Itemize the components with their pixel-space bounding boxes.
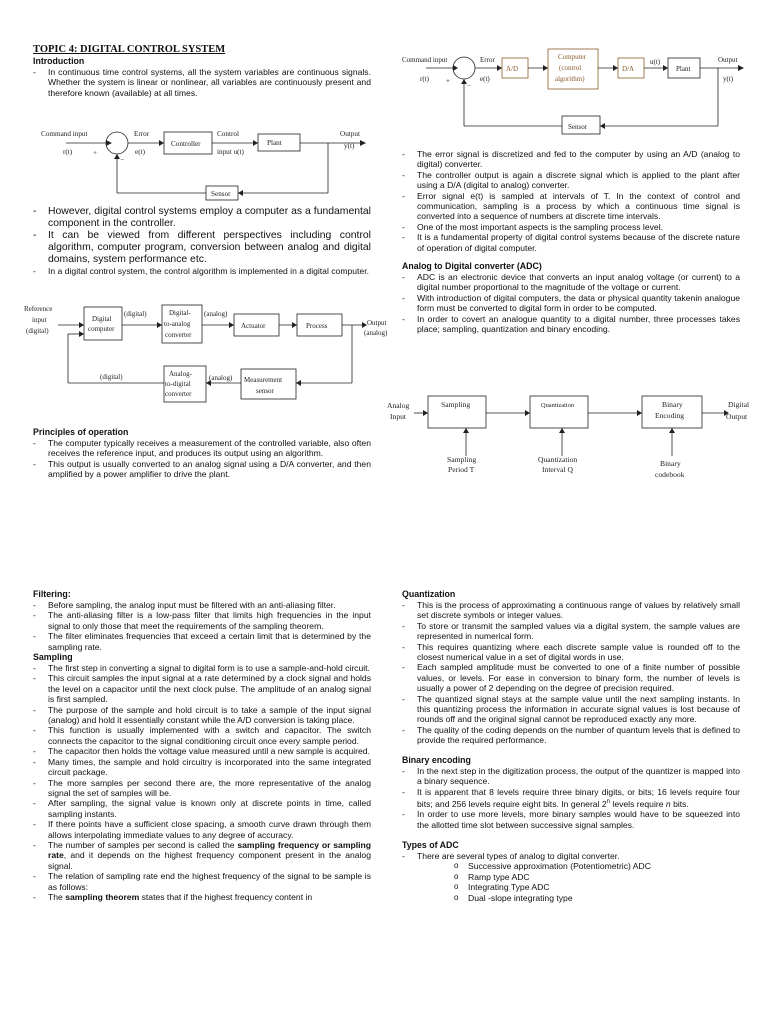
list-item: - In continuous time control systems, all the system variables are continuous signals. Whether the system is linear or nonlinear, all variables are continuously present and therefore known (available) at all times. — [33, 67, 371, 98]
process-box-label: Process — [306, 322, 328, 330]
text-run: , and it depends on the highest frequency component present in the analog signal. — [48, 850, 371, 871]
intro-list — [33, 67, 371, 98]
label: Output — [718, 56, 738, 64]
label: Digital — [728, 400, 750, 409]
label: codebook — [655, 470, 685, 479]
bold-term: sampling theorem — [65, 891, 140, 902]
computer-control-diagram — [398, 46, 748, 142]
label: Analog- — [169, 370, 192, 378]
label: (digital) — [100, 373, 123, 381]
ad-box-label: A/D — [506, 65, 519, 73]
types-intro-list — [402, 851, 740, 861]
label: Interval Q — [542, 465, 573, 474]
binary-encoding-heading: Binary encoding — [402, 754, 471, 765]
list-item: - The capacitor then holds the voltage value measured until a new sample is acquired. — [33, 746, 371, 756]
sampling-list — [33, 663, 371, 902]
label: − — [120, 156, 125, 164]
label: (control — [559, 64, 582, 72]
list-item: - However, digital control systems employ a computer as a fundamental component in the controller. — [33, 206, 371, 230]
plant-box-label: Plant — [676, 65, 691, 73]
filtering-list — [33, 600, 371, 652]
label: u(t) — [650, 58, 661, 66]
label: sensor — [256, 387, 274, 395]
list-item: - The controller output is again a discrete signal which is applied to the plant after using a D/A (digital to analog) converter. — [402, 170, 740, 191]
right-top-section — [402, 149, 740, 335]
list-item: - This circuit samples the input signal at a rate determined by a clock signal and holds the level on a capacitor until the next clock pulse. The amplitude of an analog signal is first sampled. — [33, 673, 371, 704]
quantization-heading: Quantization — [402, 589, 456, 599]
sensor-box-label: Sensor — [568, 123, 588, 131]
principles-heading: Principles of operation — [33, 427, 129, 437]
label: Output — [726, 412, 748, 421]
adc-types-list — [402, 861, 740, 903]
list-item: - In order to covert an analogue quantity to a digital number, three processes takes place; sampling, quantization and binary encoding. — [402, 314, 740, 335]
label: algorithm) — [555, 75, 585, 83]
types-heading: Types of ADC — [402, 839, 459, 850]
list-item: - The more samples per second there are, the more representative of the analog signal the set of samples will be. — [33, 778, 371, 799]
adc-heading: Analog to Digital converter (ADC) — [402, 261, 542, 272]
left-mid-section — [33, 206, 371, 276]
label: to-digital — [165, 380, 191, 388]
continuous-control-diagram — [38, 126, 368, 206]
list-item: o Successive approximation (Potentiometric) ADC — [454, 861, 740, 871]
italic-term: n — [665, 798, 671, 809]
label: Control — [217, 130, 239, 138]
list-item: - Before sampling, the analog input must be filtered with an anti-aliasing filter. — [33, 600, 371, 610]
list-item: - After sampling, the signal value is known only at discrete points in time, called sampling instants. — [33, 798, 371, 819]
list-item — [33, 840, 371, 871]
label: Quantization — [538, 455, 578, 464]
label: Binary — [662, 400, 683, 409]
list-item: - This function is usually implemented with a switch and capacitor. The switch connects the capacitor to the signal conditioning circuit once every sample period. — [33, 725, 371, 746]
text-run: levels require — [610, 798, 666, 809]
adc-process-diagram — [384, 392, 756, 482]
list-item — [33, 892, 371, 902]
label: Analog — [387, 401, 410, 410]
label: Reference — [24, 305, 53, 313]
list-item: - The first step in converting a signal to digital form is to use a sample-and-hold circuit. — [33, 663, 371, 673]
list-item: - The computer typically receives a measurement of the controlled variable, also often receives the reference input, and produces its output using an algorithm. — [33, 438, 371, 459]
text-run: The number of samples per second is called the — [48, 839, 238, 850]
label: Digital- — [169, 309, 191, 317]
label: Measurement — [244, 376, 283, 384]
digital-control-list — [33, 206, 371, 276]
label: e(t) — [135, 148, 145, 156]
right-bottom-section — [402, 589, 740, 903]
sampling-heading: Sampling — [33, 652, 73, 663]
label: Error — [480, 56, 495, 64]
label: (analog) — [209, 374, 233, 382]
list-item: - This requires quantizing where each discrete sample value is rounded off to the closest numerical value in a set of digital words in use. — [402, 642, 740, 663]
intro-heading: Introduction — [33, 56, 85, 66]
list-item: - This output is usually converted to an analog signal using a D/A converter, and then amplified by a power amplifier to drive the plant. — [33, 459, 371, 480]
sensor-box-label: Sensor — [211, 190, 231, 198]
principles-section — [33, 427, 371, 480]
list-item: - With introduction of digital computers, the data or physical quantity takenin analogue form must be converted to digital form in order to be computed. — [402, 293, 740, 314]
label: Sampling — [447, 455, 477, 464]
sampling-box-label: Sampling — [441, 400, 471, 409]
superscript: n — [606, 798, 611, 805]
list-item: - The relation of sampling rate end the highest frequency of the signal to be sample is as follows: — [33, 871, 371, 892]
list-item — [402, 787, 740, 810]
list-item: - The filter eliminates frequencies that exceed a certain limit that is determined by the sampling rate. — [33, 631, 371, 652]
list-item: - If there points have a sufficient close spacing, a smooth curve drawn through them allows interpolating immediate values to any degree of accuracy. — [33, 819, 371, 840]
label: Command input — [41, 130, 88, 138]
list-item: - The error signal is discretized and fed to the computer by using an A/D (analog to digital) converter. — [402, 149, 740, 170]
label: converter — [165, 331, 192, 339]
label: Computer — [558, 53, 586, 61]
text-run: bits. — [670, 798, 689, 809]
list-item: - The anti-aliasing filter is a low-pass filter that limits high frequencies in the input signal to only those that meet the requirements of the sampling theorem. — [33, 610, 371, 631]
text-run: The — [48, 891, 66, 902]
controller-box-label: Controller — [171, 140, 201, 148]
list-item: - There are several types of analog to digital converter. — [402, 851, 740, 861]
label: + — [93, 149, 98, 157]
list-item: - Each sampled amplitude must be converted to one of a finite number of possible values, or levels. For ease in conversion to binary form, the number of levels is usually a power of 2 depending on the degree of precision required. — [402, 662, 740, 693]
filtering-heading: Filtering: — [33, 589, 71, 599]
label: r(t) — [420, 75, 429, 83]
list-item: - The purpose of the sample and hold circuit is to take a sample of the input signal (analog) and hold it essentially constant while the A/D conversion is taking place. — [33, 705, 371, 726]
label: (analog) — [204, 310, 228, 318]
list-item: - The quantized signal stays at the sample value until the next sampling instants. In this quantizing process the information in accurate signal values is lost because of rounds off and the original signal cannot be reproduced exactly any more. — [402, 694, 740, 725]
label: r(t) — [63, 148, 73, 156]
list-item: - This is the process of approximating a continuous range of values by relatively small set discrete symbols or integer values. — [402, 600, 740, 621]
da-box-label: D/A — [622, 65, 635, 73]
label: − — [467, 82, 471, 90]
label: (digital) — [26, 327, 49, 335]
binary-encoding-list — [402, 766, 740, 830]
list-item: - In the next step in the digitization process, the output of the quantizer is mapped into a binary sequence. — [402, 766, 740, 787]
list-item: - To store or transmit the sampled values via a digital system, the sample values are represented in numerical form. — [402, 621, 740, 642]
label: to-analog — [164, 320, 191, 328]
label: + — [446, 77, 450, 85]
list-item: - It is a fundamental property of digital control systems because of the discrete nature of operation of digital computer. — [402, 232, 740, 253]
text-run: states that if the highest frequency content in — [139, 891, 313, 902]
quantization-list — [402, 600, 740, 746]
label: (digital) — [124, 310, 147, 318]
label: e(t) — [480, 75, 490, 83]
left-top-section — [33, 44, 371, 98]
label: Encoding — [655, 411, 685, 420]
label: y(t) — [344, 142, 355, 150]
label: Output — [367, 319, 387, 327]
label: Command input — [402, 56, 448, 64]
error-signal-list — [402, 149, 740, 253]
quantization-box-label: Quantization — [541, 402, 575, 409]
digital-control-diagram — [22, 298, 392, 410]
label: input u(t) — [217, 148, 244, 156]
label: computer — [88, 325, 115, 333]
list-item: o Integrating Type ADC — [454, 882, 740, 892]
label: y(t) — [723, 75, 734, 83]
list-item: - ADC is an electronic device that converts an input analog voltage (or current) to a digital number proportional to the magnitude of the voltage or current. — [402, 272, 740, 293]
label: Output — [340, 130, 360, 138]
list-item: - One of the most important aspects is the sampling process level. — [402, 222, 740, 232]
adc-list — [402, 272, 740, 334]
label: input — [32, 316, 47, 324]
list-item: - In a digital control system, the control algorithm is implemented in a digital computer. — [33, 266, 371, 276]
list-item: - It can be viewed from different perspectives including control algorithm, computer program, conversion between analog and digital domains, system performance etc. — [33, 230, 371, 266]
list-item: - The quality of the coding depends on the number of quantum levels that is defined to provide the required performance. — [402, 725, 740, 746]
plant-box-label: Plant — [267, 139, 282, 147]
principles-list — [33, 438, 371, 480]
label: Error — [134, 130, 150, 138]
label: Digital — [92, 315, 112, 323]
list-item: - Many times, the sample and hold circuitry is incorporated into the same integrated circuit package. — [33, 757, 371, 778]
actuator-box-label: Actuator — [241, 322, 266, 330]
label: Period T — [448, 465, 475, 474]
list-item: o Dual -slope integrating type — [454, 893, 740, 903]
label: Input — [390, 412, 407, 421]
label: Binary — [660, 459, 681, 468]
list-item: - Error signal e(t) is sampled at intervals of T. In the context of control and communication, sampling is a process by which a continuous time signal is converted into a sequence of numbers at discrete time intervals. — [402, 191, 740, 222]
label: (analog) — [364, 329, 388, 337]
text-run: It is apparent that 8 levels require three binary digits, or bits; 16 levels require four bits; and 256 levels require eight bits. In general 2 — [417, 786, 740, 809]
list-item: o Ramp type ADC — [454, 872, 740, 882]
label: converter — [165, 390, 192, 398]
list-item: - In order to use more levels, more binary samples would have to be squeezed into the allotted time slot between successive signal samples. — [402, 809, 740, 830]
bold-term: sampling frequency or sampling rate — [48, 839, 371, 861]
page-title: TOPIC 4: DIGITAL CONTROL SYSTEM — [33, 44, 226, 55]
left-bottom-section — [33, 589, 371, 902]
